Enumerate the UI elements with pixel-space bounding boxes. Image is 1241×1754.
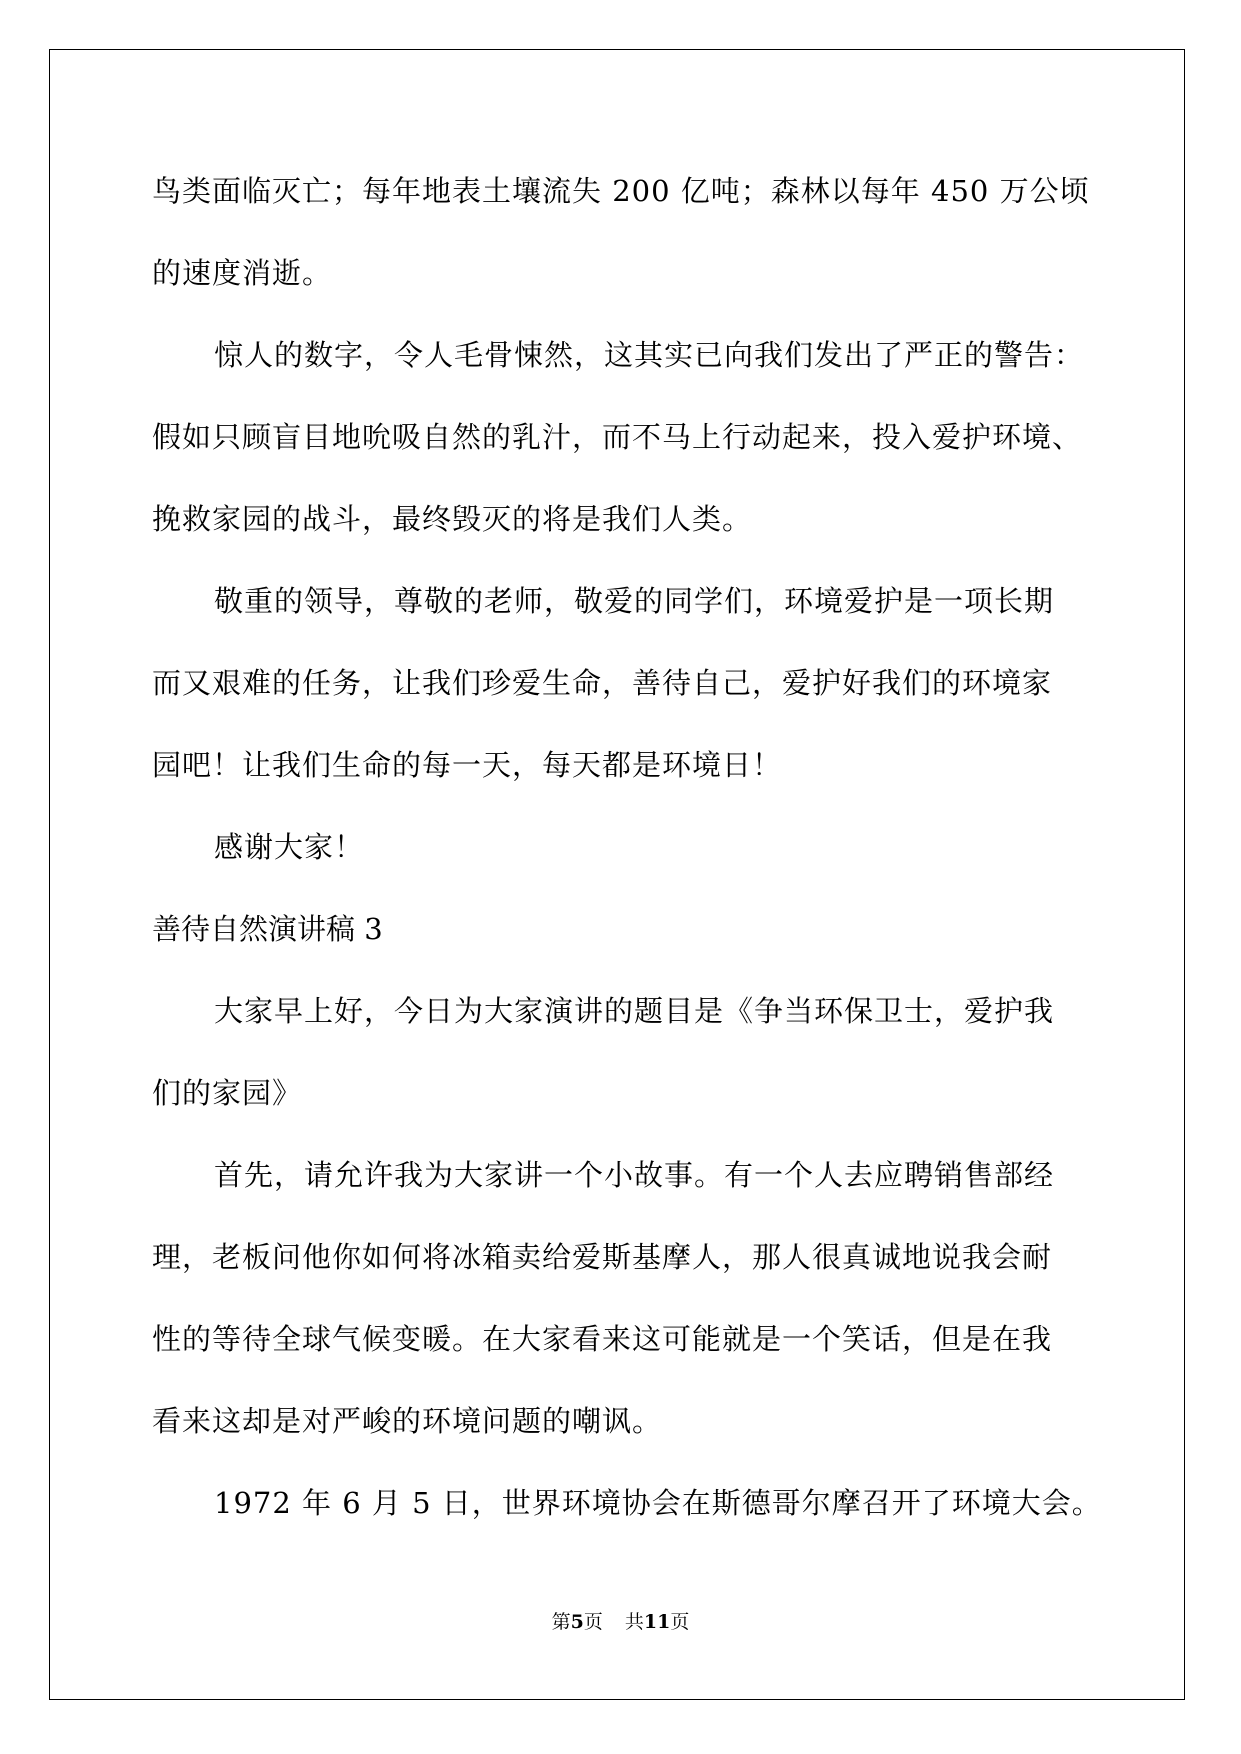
paragraph-line: 感谢大家！ (214, 830, 365, 864)
paragraph-line: 而又艰难的任务，让我们珍爱生命，善待自己，爱护好我们的环境家 (152, 666, 1053, 700)
paragraph-line: 园吧！让我们生命的每一天，每天都是环境日！ (152, 748, 783, 782)
total-suffix: 页 (670, 1611, 690, 1633)
total-prefix: 共 (624, 1611, 644, 1633)
paragraph-line: 敬重的领导，尊敬的老师，敬爱的同学们，环境爱护是一项长期 (214, 584, 1055, 618)
paragraph-line: 的速度消逝。 (152, 256, 333, 290)
paragraph-line: 理，老板问他你如何将冰箱卖给爱斯基摩人，那人很真诚地说我会耐 (152, 1240, 1053, 1274)
paragraph-line: 首先，请允许我为大家讲一个小故事。有一个人去应聘销售部经 (214, 1158, 1055, 1192)
paragraph-line: 鸟类面临灭亡；每年地表土壤流失 200 亿吨；森林以每年 450 万公顷 (152, 174, 1090, 208)
paragraph-line: 假如只顾盲目地吮吸自然的乳汁，而不马上行动起来，投入爱护环境、 (152, 420, 1083, 454)
section-heading: 善待自然演讲稿 3 (152, 912, 383, 946)
document-body (152, 150, 1102, 1544)
paragraph-line: 大家早上好，今日为大家演讲的题目是《争当环保卫士，爱护我 (214, 994, 1055, 1028)
paragraph-line: 1972 年 6 月 5 日，世界环境协会在斯德哥尔摩召开了环境大会。 (214, 1486, 1102, 1520)
page-number: 5 (570, 1611, 584, 1633)
paragraph-line: 们的家园》 (152, 1076, 303, 1110)
page-prefix: 第 (551, 1611, 571, 1633)
paragraph-line: 惊人的数字，令人毛骨悚然，这其实已向我们发出了严正的警告： (214, 338, 1085, 372)
paragraph-line: 看来这却是对严峻的环境问题的嘲讽。 (152, 1404, 663, 1438)
paragraph-line: 性的等待全球气候变暖。在大家看来这可能就是一个笑话，但是在我 (152, 1322, 1053, 1356)
page-suffix: 页 (583, 1611, 603, 1633)
paragraph-line: 挽救家园的战斗，最终毁灭的将是我们人类。 (152, 502, 753, 536)
page-footer (0, 1610, 1241, 1634)
total-pages: 11 (643, 1611, 671, 1633)
